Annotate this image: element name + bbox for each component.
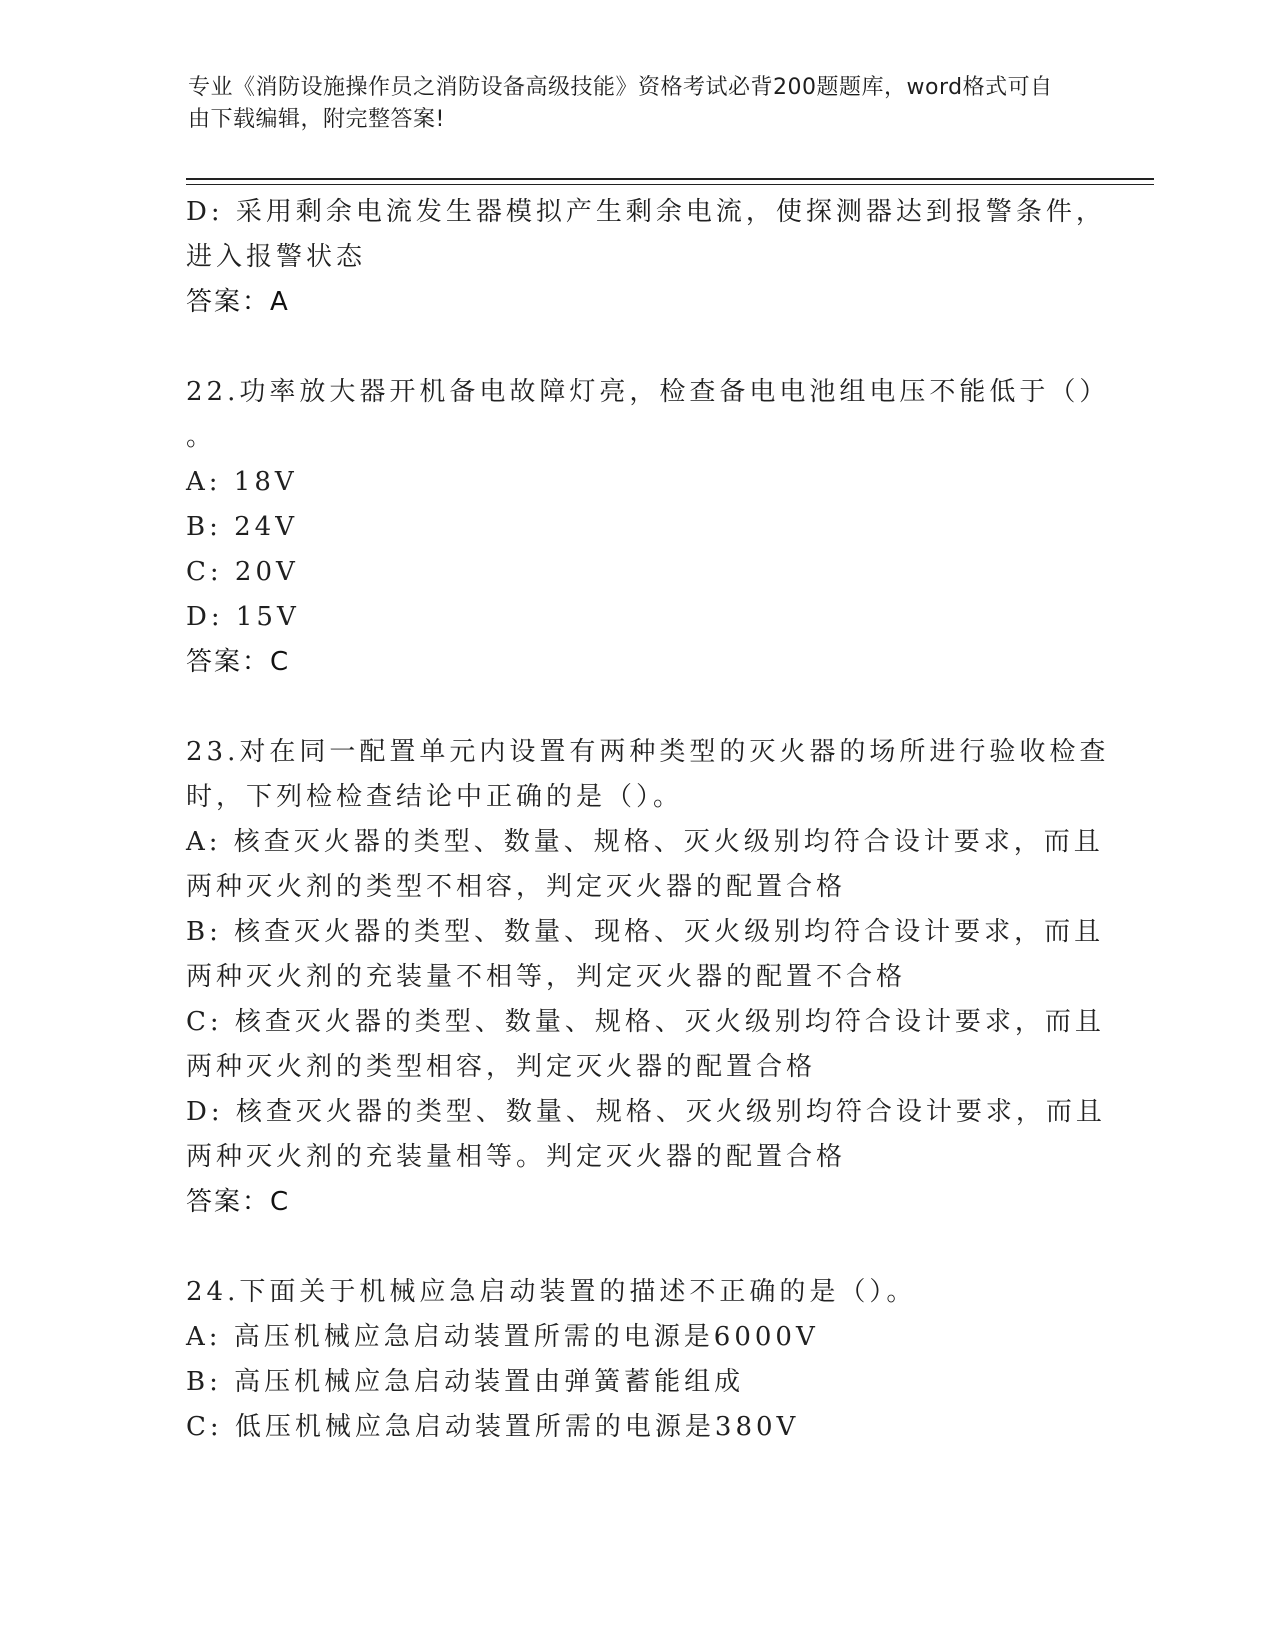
spacer xyxy=(186,1225,1076,1270)
option-c: C: 20V xyxy=(186,557,299,587)
option-a: A: 高压机械应急启动装置所需的电源是6000V xyxy=(186,1322,819,1352)
spacer xyxy=(186,685,1076,730)
answer-label: 答案：A xyxy=(186,287,290,317)
answer-label: 答案：C xyxy=(186,1187,291,1217)
document-header: 专业《消防设施操作员之消防设备高级技能》资格考试必背200题题库，word格式可自由下载编辑，附完整答案! xyxy=(188,75,1053,132)
option-d-line-2: 两种灭火剂的充装量相等。判定灭火器的配置合格 xyxy=(186,1142,847,1172)
question-stem-line-1: 24.下面关于机械应急启动装置的描述不正确的是（）。 xyxy=(186,1277,917,1307)
option-a: A: 18V xyxy=(186,467,298,497)
question-24 xyxy=(186,1270,1076,1450)
question-stem-line-2: 。 xyxy=(186,422,217,452)
header-divider-thin xyxy=(186,184,1154,185)
question-content xyxy=(186,190,1110,1450)
option-d-line-1: D: 采用剩余电流发生器模拟产生剩余电流，使探测器达到报警条件， xyxy=(186,197,1106,227)
question-23 xyxy=(186,730,1110,1225)
option-a-line-1: A: 核查灭火器的类型、数量、规格、灭火级别均符合设计要求，而且 xyxy=(186,827,1104,857)
question-21-tail xyxy=(186,190,1106,325)
option-b-line-1: B: 核查灭火器的类型、数量、现格、灭火级别均符合设计要求，而且 xyxy=(186,917,1105,947)
option-a-line-2: 两种灭火剂的类型不相容，判定灭火器的配置合格 xyxy=(186,872,847,902)
question-22 xyxy=(186,370,1110,685)
option-b: B: 24V xyxy=(186,512,298,542)
question-stem-line-2: 时，下列检检查结论中正确的是（）。 xyxy=(186,782,684,812)
option-c-line-1: C: 核查灭火器的类型、数量、规格、灭火级别均符合设计要求，而且 xyxy=(186,1007,1105,1037)
question-stem-line-1: 23.对在同一配置单元内设置有两种类型的灭火器的场所进行验收检查 xyxy=(186,737,1110,767)
question-stem-line-1: 22.功率放大器开机备电故障灯亮，检查备电电池组电压不能低于（） xyxy=(186,377,1110,407)
option-b-line-2: 两种灭火剂的充装量不相等，判定灭火器的配置不合格 xyxy=(186,962,907,992)
option-d: D: 15V xyxy=(186,602,300,632)
option-c: C: 低压机械应急启动装置所需的电源是380V xyxy=(186,1412,800,1442)
header-divider-thick xyxy=(186,178,1154,180)
option-d-line-1: D: 核查灭火器的类型、数量、规格、灭火级别均符合设计要求，而且 xyxy=(186,1097,1106,1127)
spacer xyxy=(186,325,1076,370)
option-c-line-2: 两种灭火剂的类型相容，判定灭火器的配置合格 xyxy=(186,1052,817,1082)
option-d-line-2: 进入报警状态 xyxy=(186,242,367,272)
answer-label: 答案：C xyxy=(186,647,291,677)
option-b: B: 高压机械应急启动装置由弹簧蓄能组成 xyxy=(186,1367,745,1397)
